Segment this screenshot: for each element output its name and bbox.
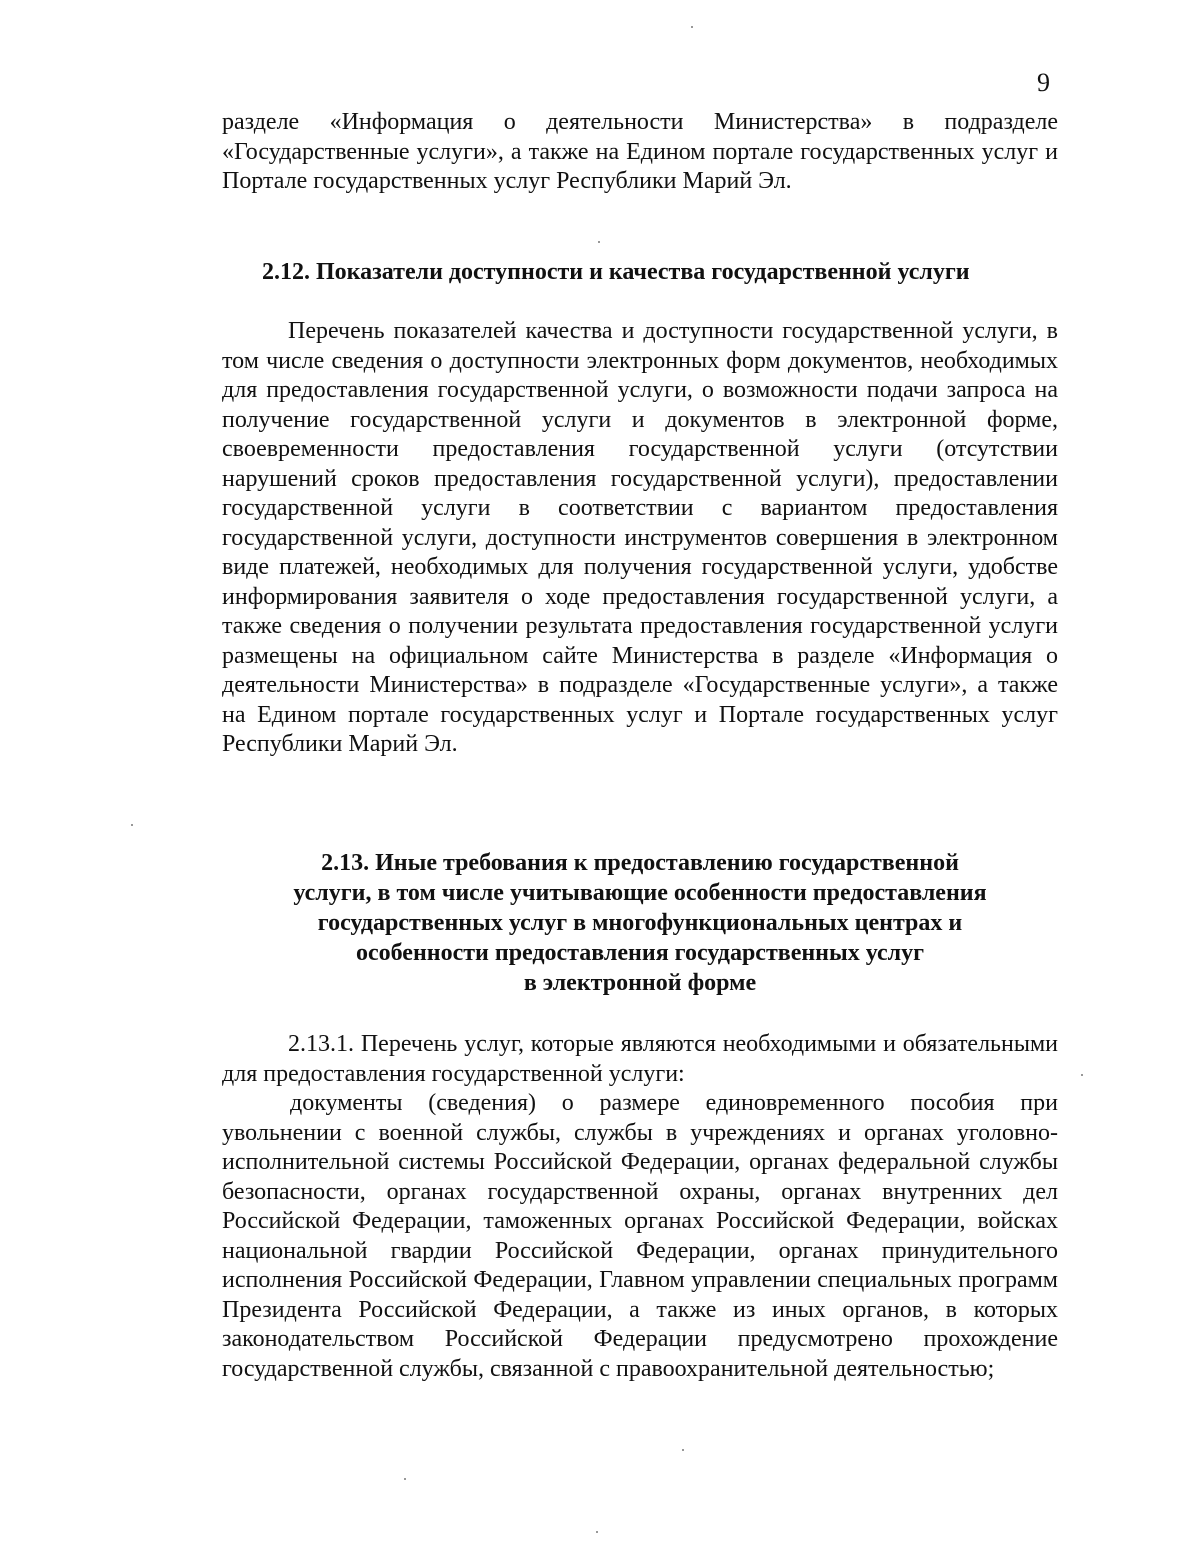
scan-speck: [404, 1478, 406, 1480]
heading-line: услуги, в том числе учитывающие особенности предоставления: [293, 880, 987, 906]
section-2-12-body: [222, 317, 1058, 760]
section-2-13-body: [222, 1030, 1058, 1384]
scan-speck: [598, 241, 600, 243]
top-paragraph-block: [222, 108, 1058, 197]
scan-speck: [131, 824, 133, 826]
scan-speck: [691, 26, 693, 28]
scan-speck: [1081, 1074, 1083, 1076]
section-heading-2-12: 2.12. Показатели доступности и качества государственной услуги: [262, 259, 970, 285]
heading-line: 2.13. Иные требования к предоставлению государственной: [321, 850, 959, 876]
section-heading-2-13: [222, 848, 1058, 998]
heading-line: в электронной форме: [523, 970, 757, 996]
section-2-12-paragraph: Перечень показателей качества и доступности государственной услуги, в том числе сведения о доступности электронных форм документов, необходимых для предоставления государственной услуги, о возможности подачи запроса на получение государственной услуги и документов в электронной форме, своевременности предоставления государственной услуги (отсутствии нарушений сроков предоставления государственной услуги), предоставлении государственной услуги в соответствии с вариантом предоставления государственной услуги, доступности инструментов совершения в электронном виде платежей, необходимых для получения государственной услуги, удобстве информирования заявителя о ходе предоставления государственной услуги, а также сведения о получении результата предоставления государственной услуги размещены на официальном сайте Министерства в разделе «Информация о деятельности Министерства» в подразделе «Государственные услуги», а также на Едином портале государственных услуг и Портале государственных услуг Республики Марий Эл.: [222, 318, 1058, 757]
scan-speck: [682, 1449, 684, 1451]
scan-speck: [596, 1531, 598, 1533]
page-number: 9: [1037, 68, 1050, 97]
heading-line: особенности предоставления государственных услуг: [355, 940, 925, 966]
top-paragraph: разделе «Информация о деятельности Министерства» в подразделе «Государственные услуги», а также на Едином портале государственных услуг и Портале государственных услуг Республики Марий Эл.: [222, 109, 1058, 194]
heading-line: государственных услуг в многофункциональных центрах и: [317, 910, 963, 936]
section-2-13-1-paragraph: 2.13.1. Перечень услуг, которые являются необходимыми и обязательными для предоставления государственной услуги:: [222, 1031, 1058, 1087]
section-2-13-1-list-item: документы (сведения) о размере единовременного пособия при увольнении с военной службы, службы в учреждениях и органах уголовно-исполнительной системы Российской Федерации, органах федеральной службы безопасности, органах государственной охраны, органах внутренних дел Российской Федерации, таможенных органах Российской Федерации, войсках национальной гвардии Российской Федерации, органах принудительного исполнения Российской Федерации, Главном управлении специальных программ Президента Российской Федерации, а также из иных органов, в которых законодательством Российской Федерации предусмотрено прохождение государственной службы, связанной с правоохранительной деятельностью;: [222, 1090, 1058, 1382]
